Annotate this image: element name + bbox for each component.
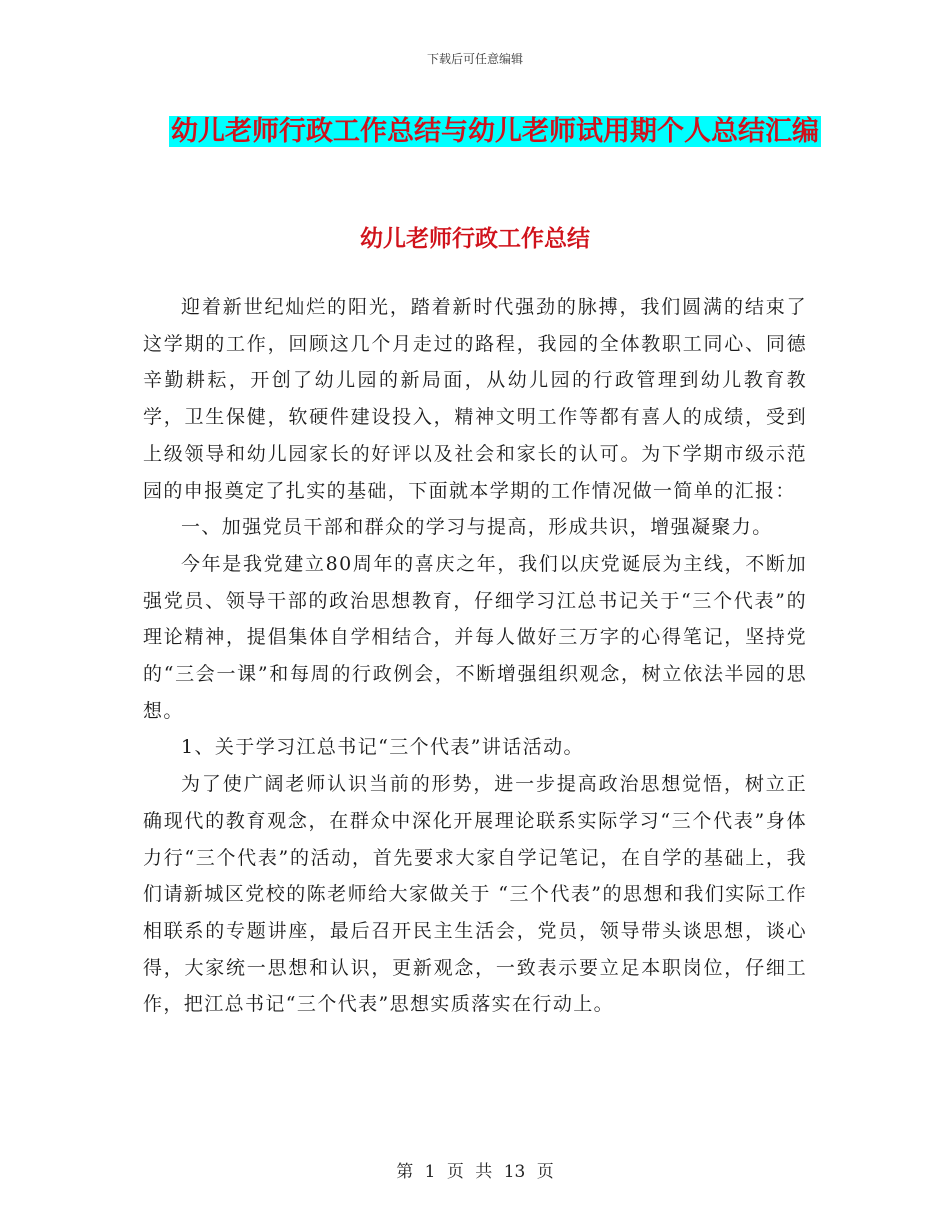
paragraph: 1、关于学习江总书记“三个代表”讲话活动。 <box>181 736 584 759</box>
section-title: 幼儿老师行政工作总结 <box>360 225 590 252</box>
header-note: 下载后可任意编辑 <box>426 52 523 66</box>
document-body <box>143 289 807 1023</box>
document-title <box>145 108 845 156</box>
paragraph: 为了使广阔老师认识当前的形势，进一步提高政治思想觉悟，树立正确现代的教育观念，在群众中深化开展理论联系实际学习“三个代表”身体力行“三个代表”的活动，首先要求大家自学记笔记，在自学的基础上，我们请新城区党校的陈老师给大家做关于 “三个代表”的思想和我们实际工作相联系的专题讲座，最后召开民主生活会，党员，领导带头谈思想，谈心得，大家统一思想和认识，更新观念，一致表示要立足本职岗位，仔细工作，把江总书记“三个代表”思想实质落实在行动上。 <box>143 773 807 1016</box>
paragraph: 一、加强党员干部和群众的学习与提高，形成共识，增强凝聚力。 <box>181 516 773 539</box>
page-footer: 第 1 页 共 13 页 <box>396 1162 554 1182</box>
paragraph: 迎着新世纪灿烂的阳光，踏着新时代强劲的脉搏，我们圆满的结束了这学期的工作，回顾这几个月走过的路程，我园的全体教职工同心、同德辛勤耕耘，开创了幼儿园的新局面，从幼儿园的行政管理到幼儿教育教学，卫生保健，软硬件建设投入，精神文明工作等都有喜人的成绩，受到上级领导和幼儿园家长的好评以及社会和家长的认可。为下学期市级示范园的申报奠定了扎实的基础，下面就本学期的工作情况做一简单的汇报： <box>143 296 807 502</box>
paragraph: 今年是我党建立80周年的喜庆之年，我们以庆党诞辰为主线，不断加强党员、领导干部的政治思想教育，仔细学习江总书记关于“三个代表”的理论精神，提倡集体自学相结合，并每人做好三万字的心得笔记，坚持党的“三会一课”和每周的行政例会，不断增强组织观念，树立依法半园的思想。 <box>143 552 807 722</box>
document-title-text: 幼儿老师行政工作总结与幼儿老师试用期个人总结汇编 <box>171 116 819 147</box>
